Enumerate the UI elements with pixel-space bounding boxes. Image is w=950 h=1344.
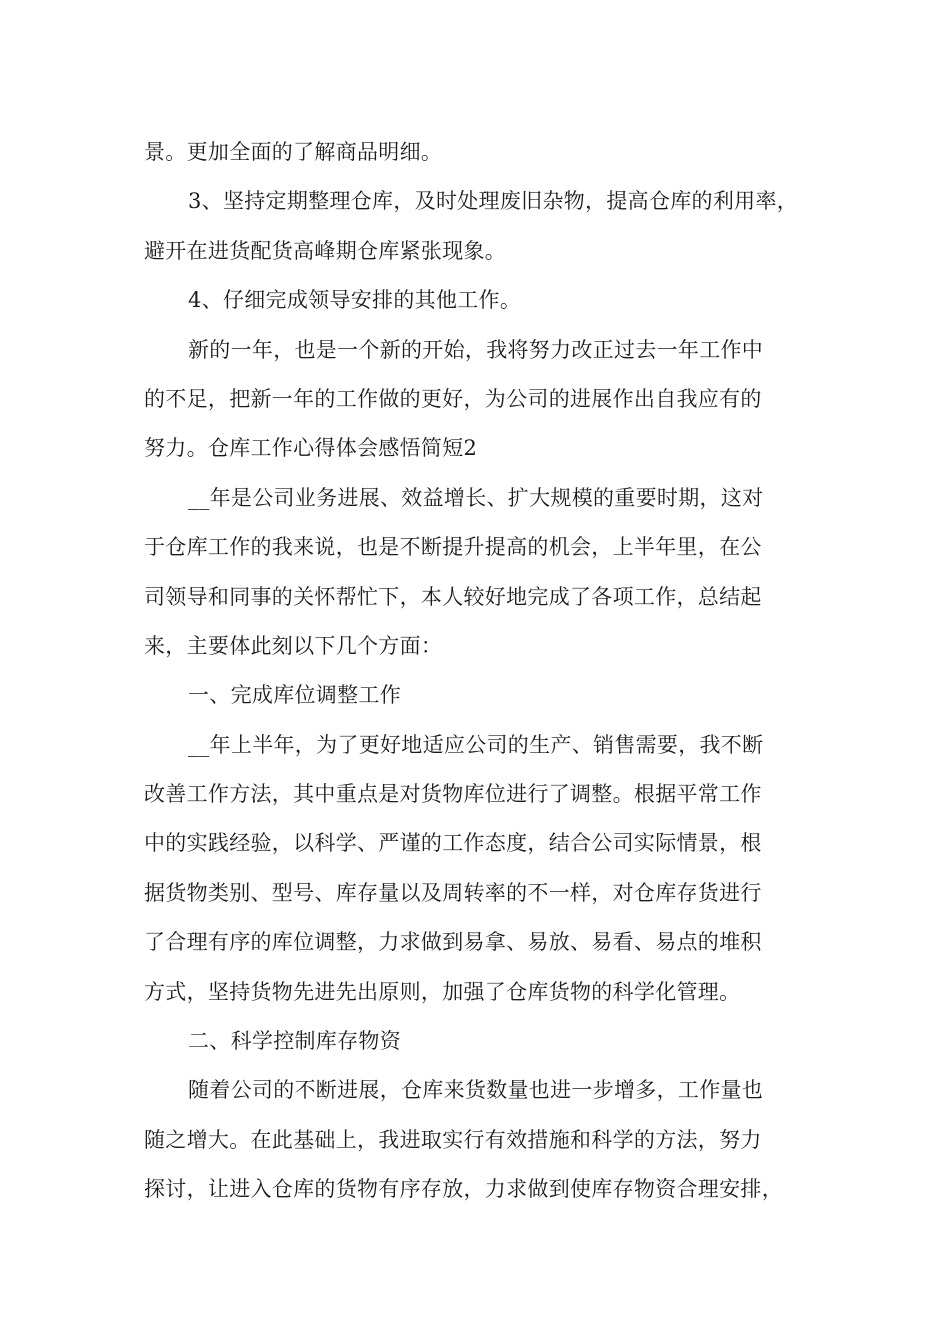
text-line: 于仓库工作的我来说，也是不断提升提高的机会，上半年里，在公: [144, 535, 762, 560]
text-line: 随着公司的不断进展，仓库来货数量也进一步增多，工作量也: [188, 1078, 764, 1103]
text-line: 避开在进货配货高峰期仓库紧张现象。: [144, 238, 507, 263]
text-line: 景。更加全面的了解商品明细。: [144, 140, 443, 164]
text-line: 来，主要体此刻以下几个方面：: [144, 633, 443, 658]
text-line: 司领导和同事的关怀帮忙下，本人较好地完成了各项工作，总结起: [144, 584, 762, 609]
text-line: __年是公司业务进展、效益增长、扩大规模的重要时期，这对: [188, 485, 764, 510]
text-line: 一、完成库位调整工作: [188, 683, 401, 708]
text-line: 了合理有序的库位调整，力求做到易拿、易放、易看、易点的堆积: [144, 930, 762, 955]
text-line: 的不足，把新一年的工作做的更好，为公司的进展作出自我应有的: [144, 386, 762, 411]
text-line: 新的一年，也是一个新的开始，我将努力改正过去一年工作中: [188, 337, 764, 362]
text-line: 努力。仓库工作心得体会感悟简短2: [144, 436, 478, 461]
text-line: 随之增大。在此基础上，我进取实行有效措施和科学的方法，努力: [144, 1127, 762, 1152]
document-body: [144, 128, 806, 1215]
text-line: 4、仔细完成领导安排的其他工作。: [188, 288, 522, 313]
text-line: __年上半年，为了更好地适应公司的生产、销售需要，我不断: [188, 732, 764, 757]
text-line: 二、科学控制库存物资: [188, 1029, 401, 1054]
text-line: 3、坚持定期整理仓库，及时处理废旧杂物，提高仓库的利用率，: [188, 189, 799, 214]
text-line: 改善工作方法，其中重点是对货物库位进行了调整。根据平常工作: [144, 782, 762, 807]
text-line: 方式，坚持货物先进先出原则，加强了仓库货物的科学化管理。: [144, 979, 741, 1004]
text-line: 探讨，让进入仓库的货物有序存放，力求做到使库存物资合理安排，: [144, 1177, 783, 1202]
text-line: 据货物类别、型号、库存量以及周转率的不一样，对仓库存货进行: [144, 880, 762, 905]
text-line: 中的实践经验，以科学、严谨的工作态度，结合公司实际情景，根: [144, 831, 762, 856]
